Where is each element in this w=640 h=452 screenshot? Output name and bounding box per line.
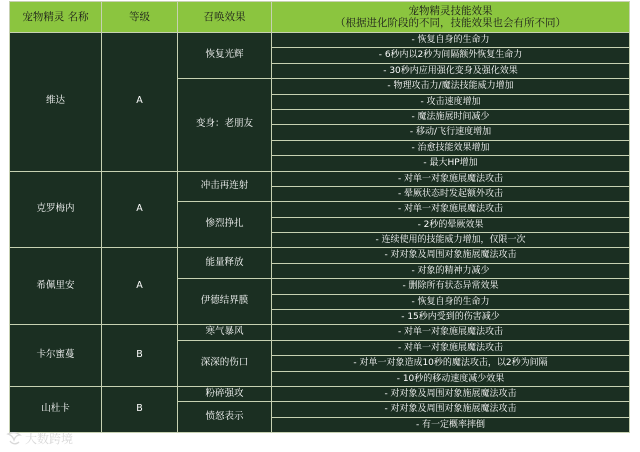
- pet-skill-table: [9, 1, 630, 433]
- watermark-text: 大数跨境: [25, 432, 74, 446]
- pet-name: 克罗梅内: [10, 171, 102, 248]
- header-skill-effects: [272, 2, 630, 33]
- skill-effect: - 30秒内应用强化变身及强化效果: [272, 63, 630, 78]
- table-row: [10, 386, 630, 401]
- skill-effect: - 物理攻击力/魔法技能威力增加: [272, 79, 630, 94]
- summon-skill: 变身：老朋友: [178, 79, 272, 171]
- skill-effect: - 对单一对象施展魔法攻击: [272, 171, 630, 186]
- pet-level: B: [102, 386, 178, 432]
- skill-effect: - 有一定概率摔倒: [272, 417, 630, 432]
- pet-name: 山杜卡: [10, 386, 102, 432]
- summon-skill: 伊德结界膜: [178, 279, 272, 325]
- summon-skill: 寒气暴风: [178, 325, 272, 340]
- summon-skill: 恢复光辉: [178, 33, 272, 79]
- header-skill-note: （根据进化阶段的不同，技能效果也会有所不同）: [335, 17, 566, 29]
- header-level: 等级: [102, 2, 178, 33]
- skill-effect: - 10秒的移动速度减少效果: [272, 371, 630, 386]
- pet-level: A: [102, 171, 178, 248]
- pet-level: B: [102, 325, 178, 387]
- skill-effect: - 对单一对象施展魔法攻击: [272, 202, 630, 217]
- pet-level: A: [102, 33, 178, 172]
- skill-effect: - 对对象及周围对象施展魔法攻击: [272, 248, 630, 263]
- skill-effect: - 移动/飞行速度增加: [272, 125, 630, 140]
- header-name: 宠物精灵 名称: [10, 2, 102, 33]
- bigdata-logo-icon: [6, 432, 22, 446]
- summon-skill: 能量释放: [178, 248, 272, 279]
- skill-effect: - 魔法施展时间减少: [272, 109, 630, 124]
- summon-skill: 愤怒表示: [178, 402, 272, 433]
- watermark: [6, 430, 73, 447]
- table-row: [10, 171, 630, 186]
- summon-skill: 深深的伤口: [178, 340, 272, 386]
- skill-effect: - 对单一对象施展魔法攻击: [272, 340, 630, 355]
- skill-effect: - 对象的精神力减少: [272, 263, 630, 278]
- skill-effect: - 晕厥状态时发起额外攻击: [272, 186, 630, 201]
- skill-effect: - 治愈技能效果增加: [272, 140, 630, 155]
- skill-effect: - 对单一对象施展魔法攻击: [272, 325, 630, 340]
- table-row: [10, 33, 630, 48]
- skill-effect: - 攻击速度增加: [272, 94, 630, 109]
- pet-name: 卡尔蜜蔓: [10, 325, 102, 387]
- skill-effect: - 最大HP增加: [272, 156, 630, 171]
- skill-effect: - 15秒内受到的伤害减少: [272, 310, 630, 325]
- skill-effect: - 对对象及周围对象施展魔法攻击: [272, 386, 630, 401]
- summon-skill: 冲击再连射: [178, 171, 272, 202]
- table-row: [10, 325, 630, 340]
- skill-effect: - 2秒的晕厥效果: [272, 217, 630, 232]
- summon-skill: 惨烈挣扎: [178, 202, 272, 248]
- skill-effect: - 删除所有状态异常效果: [272, 279, 630, 294]
- skill-effect: - 对对象及周围对象施展魔法攻击: [272, 402, 630, 417]
- pet-name: 希佩里安: [10, 248, 102, 325]
- header-skill-title: 宠物精灵技能效果: [408, 4, 493, 17]
- skill-effect: - 6秒内以2秒为间隔额外恢复生命力: [272, 48, 630, 63]
- table-row: [10, 248, 630, 263]
- skill-effect: - 连续使用的技能威力增加，仅限一次: [272, 233, 630, 248]
- skill-effect: - 恢复自身的生命力: [272, 294, 630, 309]
- skill-effect: - 恢复自身的生命力: [272, 33, 630, 48]
- pet-level: A: [102, 248, 178, 325]
- pet-name: 维达: [10, 33, 102, 172]
- skill-effect: - 对单一对象造成10秒的魔法攻击，以2秒为间隔: [272, 356, 630, 371]
- table-header-row: [10, 2, 630, 33]
- header-summon: 召唤效果: [178, 2, 272, 33]
- summon-skill: 粉碎强攻: [178, 386, 272, 401]
